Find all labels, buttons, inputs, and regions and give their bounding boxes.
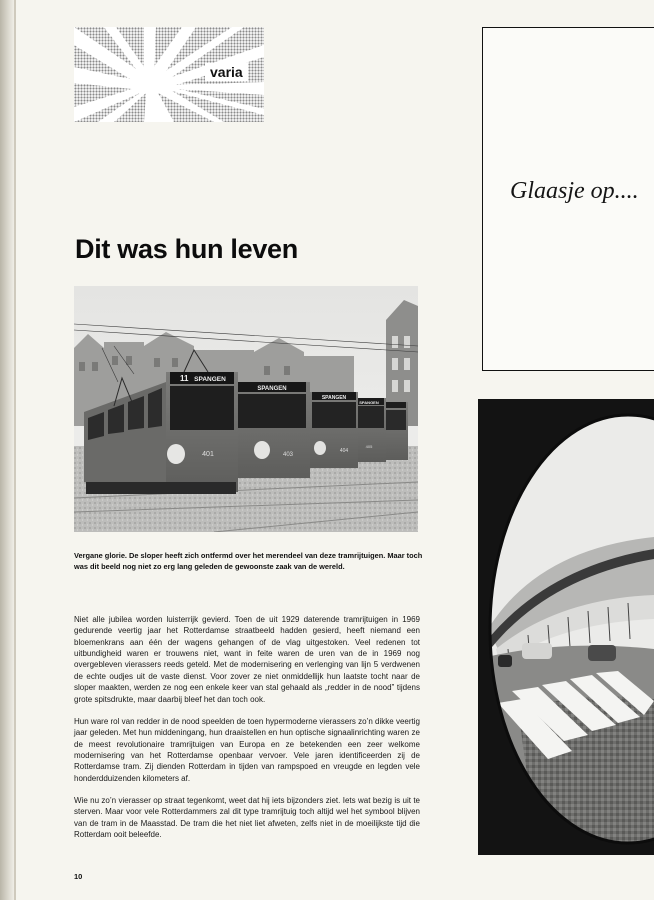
article-headline: Dit was hun leven [75, 234, 298, 264]
tram-4-sign: SPANGEN [359, 400, 379, 405]
article-paragraph: Hun ware rol van redder in de nood speelden de toen hypermoderne vierassers zo’n dikke veertig jaar geleden. Met hun middeningang, hun draaistellen en hun optische signaalinrichting waren ze de meest revolutionaire tramrijtuigen van Europa en ze betekenden een zeer welkome modernisering van het Rotterdamse openbaar vervoer. Vele jaren identificeerden zij de Rotterdamse tram. Zij dienden Rotterdam in tijden van rampspoed en vreugde en legden vele honderdduizenden kilometers af. [74, 716, 420, 783]
tram-photo [74, 286, 418, 532]
page-number: 10 [74, 872, 83, 881]
fisheye-photo [478, 399, 654, 855]
tram-1-sign: SPANGEN [194, 376, 226, 383]
tram-3 [310, 392, 358, 468]
article-paragraph: Wie nu zo’n vierasser op straat tegenkomt, weet dat hij iets bijzonders ziet. Iets wat bezig is uit te sterven. Maar voor vele Rotterdammers zal dit type tramrijtuig toch altijd wel het symbool blijven van de tram in de Maasstad. De tram die het niet liet afweten, zelfs niet in de moeilijkste tijd die Rotterdam ooit beleefde. [74, 796, 420, 840]
tram-3-sign: SPANGEN [321, 395, 347, 401]
article-paragraph: Niet alle jubilea worden luisterrijk gevierd. Toen de uit 1929 daterende tramrijtuigen in 1969 gedurende veertig jaar het Rotterdamse straatbeeld hadden gesierd, heeft niemand een bloemenkrans aan één der wagens gehangen of de vlag uitgestoken. Veel redenen tot uitbundigheid waren er trouwens niet, want in feite waren de uren van de in 1969 nog overgebleven vierassers reeds geteld. Met de modernisering en verlenging van lijn 5 verdwenen de echte oudjes uit de vaste dienst. Voor zover ze niet onmiddellijk hun laatste tocht naar de sloper maakten, werden ze nog een enkele keer van stal gehaald als „redder in de nood” tijdens grote spitsdrukte, maar daarbij bleef het dan toch ook. [74, 615, 420, 704]
tram-2-sign: SPANGEN [257, 386, 287, 392]
tram-1-number: 401 [202, 451, 214, 458]
section-label: varia [205, 63, 248, 81]
tram-3-number: 404 [339, 448, 349, 454]
page-edge [14, 0, 16, 900]
tram-1-route: 11 [180, 374, 189, 383]
tram-4-number: 405 [365, 444, 373, 449]
page-gutter [0, 0, 14, 900]
photo-caption: Vergane glorie. De sloper heeft zich ontfermd over het merendeel van deze tramrijtuigen. Maar toch was dit beeld nog niet zo erg lang geleden de gewoonste zaak van de wereld. [74, 551, 423, 572]
tram-2 [234, 382, 310, 478]
tram-2-number: 403 [282, 452, 294, 458]
article-body [74, 614, 420, 851]
ad-title: Glaasje op.... [510, 178, 639, 204]
